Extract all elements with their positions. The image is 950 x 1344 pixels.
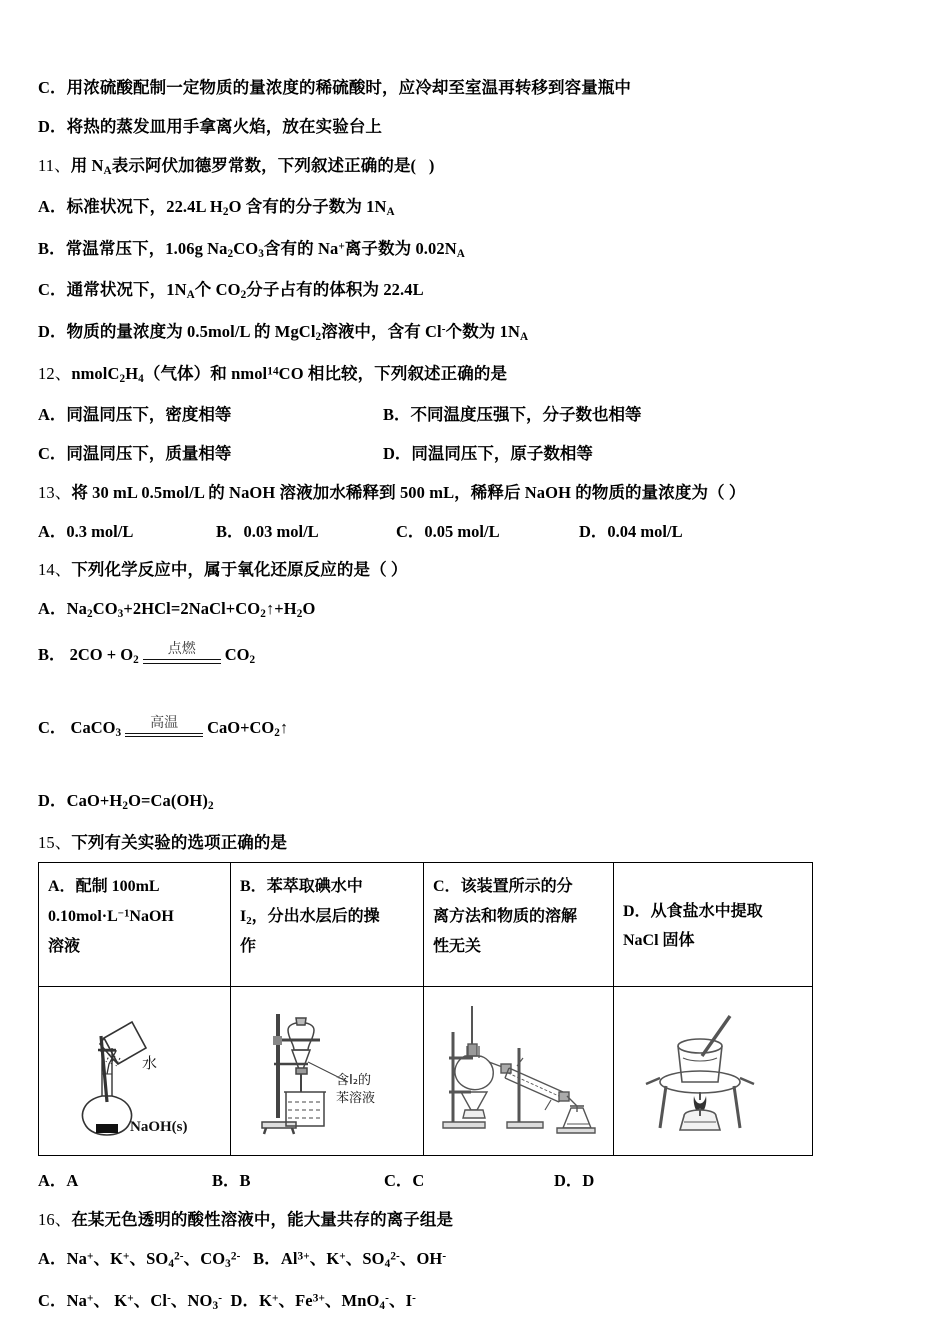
header-d-line2: NaCl 固体 <box>623 932 695 950</box>
spacer-after-option-c <box>38 739 918 791</box>
question-15-answer-choices <box>38 1167 918 1191</box>
question-14-option-c <box>38 714 918 739</box>
question-15-text: 下列有关实验的选项正确的是 <box>71 832 288 852</box>
question-13-number: 13、 <box>38 482 72 502</box>
question-15-number: 15、 <box>38 832 72 852</box>
question-12-options-row-2 <box>38 444 918 464</box>
header-a-label: A． <box>48 878 76 896</box>
question-13-option-a: A．0.3 mol/L <box>38 521 134 541</box>
label-iodine-benzene-line1: 含I₂的 <box>336 1073 372 1089</box>
experiment-options-table <box>38 862 813 1156</box>
question-14-stem <box>38 560 918 580</box>
question-13-option-c: C．0.05 mol/L <box>396 521 500 541</box>
header-d-label: D． <box>623 902 651 920</box>
question-12-options-row-1 <box>38 405 918 425</box>
question-16-options-line-2: C．Na+、 K+、Cl-、$NO_3^-$ D．K+、$Fe^{3+}$、MnO$_4$-、I- <box>38 1290 416 1312</box>
table-cell-diagram-b <box>231 987 424 1156</box>
question-12-option-a: A．同温同压下，密度相等 <box>38 405 232 425</box>
header-a-line2: $0.10mol\cdot L^{-1}NaOH$ <box>48 907 174 925</box>
question-11-number: 11、 <box>38 155 71 175</box>
header-b-line2: $I_2$，分出水层后的操 <box>240 908 380 928</box>
reaction-condition-high-temp <box>125 716 203 738</box>
reaction-arrow-double-bar <box>125 733 203 738</box>
question-11-option-a: A．标准状况下，22.4L $H_2O$ 含有的分子数为 $1N_A$ <box>38 197 395 219</box>
table-cell-header-c <box>424 863 614 987</box>
question-12-text: $nmolC_2H_4$（气体）和 nmol$^{14}$CO 相比较，下列叙述正确的是 <box>71 363 508 385</box>
question-14-text: 下列化学反应中，属于氧化还原反应的是（ ） <box>71 560 408 580</box>
evaporating-dish-on-tripod-icon <box>638 996 788 1146</box>
question-15-option-c: C．C <box>384 1171 425 1191</box>
question-15-option-a: A．A <box>38 1171 79 1191</box>
page-content <box>38 78 918 1332</box>
table-cell-header-b <box>231 863 424 987</box>
question-14-option-d: D．$CaO+H_2O=Ca(OH)_2$ <box>38 791 214 813</box>
table-cell-header-d <box>614 863 813 987</box>
table-row-diagrams <box>39 987 813 1156</box>
question-12-number: 12、 <box>38 363 72 383</box>
question-11-text: 用 $N_A$表示阿伏加德罗常数，下列叙述正确的是( ) <box>70 155 435 177</box>
question-13-text: 将 30 mL 0.5mol/L 的 NaOH 溶液加水稀释到 500 mL，稀释后 NaOH 的物质的量浓度为（ ） <box>71 482 746 502</box>
header-c-line3: 性无关 <box>433 937 482 955</box>
carryover-option-c: C．用浓硫酸配制一定物质的量浓度的稀硫酸时，应冷却至室温再转移到容量瓶中 <box>38 78 632 97</box>
question-16-number: 16、 <box>38 1210 72 1230</box>
spacer-after-option-b <box>38 666 918 714</box>
header-a-line3: 溶液 <box>48 937 81 955</box>
label-iodine-benzene-line2: 苯溶液 <box>336 1091 376 1107</box>
question-15-stem <box>38 833 918 853</box>
reaction-condition-high-temp-text: 高温 <box>150 714 179 731</box>
option-c-label-and-lhs: C． CaCO$_3$ <box>38 717 122 740</box>
question-16-stem <box>38 1210 918 1230</box>
question-15-option-d: D．D <box>554 1171 595 1191</box>
header-c-line1: 该装置所示的分 <box>460 878 573 896</box>
question-11-option-b: B．常温常压下，1.06g $Na_2CO_3$含有的 Na+离子数为 $0.02N_A$ <box>38 238 465 260</box>
question-11-option-d: D．物质的量浓度为 0.5mol/L 的 MgCl$_2$溶液中，含有 Cl-个数为 $1N_A$ <box>38 321 529 344</box>
option-b-label-and-lhs: B． $2CO + O_2$ <box>38 644 139 666</box>
question-11-option-c: C．通常状况下，$1N_A$个 $CO_2$分子占有的体积为 22.4L <box>38 280 424 302</box>
question-12-option-d: D．同温同压下，原子数相等 <box>383 443 593 463</box>
question-14-option-b <box>38 641 918 666</box>
header-c-line2: 离方法和物质的溶解 <box>433 908 578 925</box>
question-12-option-c: C．同温同压下，质量相等 <box>38 443 232 463</box>
question-16-options-line-1: A．Na+、K+、$SO_4^{2-}$、$CO_3^{2-}$ B．$Al^{3+}$、K+、$SO_4^{2-}$、OH- <box>38 1249 447 1271</box>
carryover-option-d: D．将热的蒸发皿用手拿离火焰，放在实验台上 <box>38 116 383 136</box>
question-12-option-b: B．不同温度压强下，分子数也相等 <box>383 405 642 425</box>
question-11-stem <box>38 156 918 179</box>
label-naoh-solid: NaOH(s) <box>129 1119 187 1136</box>
reaction-arrow-double-bar <box>143 659 221 664</box>
option-c-rhs: $CaO+CO_2↑$ <box>207 717 289 740</box>
header-b-label: B． <box>240 878 267 896</box>
question-16-text: 在某无色透明的酸性溶液中，能大量共存的离子组是 <box>71 1210 454 1230</box>
header-a-line1: 配制 100mL <box>75 878 160 896</box>
question-14-number: 14、 <box>38 560 72 580</box>
question-14-option-a: A．$Na_2CO_3+2HCl=2NaCl+CO_2↑+H_2O$ <box>38 599 316 621</box>
distillation-apparatus-icon <box>439 996 599 1146</box>
question-12-stem <box>38 364 918 387</box>
reaction-condition-ignite-text: 点燃 <box>167 641 196 658</box>
table-cell-header-a <box>39 863 231 987</box>
label-water: 水 <box>141 1054 157 1073</box>
question-13-stem <box>38 483 918 503</box>
volumetric-flask-dissolving-naoh-icon <box>60 996 210 1146</box>
table-cell-diagram-c <box>424 987 614 1156</box>
table-cell-diagram-a <box>39 987 231 1156</box>
header-b-line1: 苯萃取碘水中 <box>266 878 363 896</box>
header-b-line3: 作 <box>240 937 257 955</box>
reaction-condition-ignite <box>143 642 221 664</box>
table-row-headers <box>39 863 813 987</box>
naoh-solid <box>96 1124 118 1133</box>
table-cell-diagram-d <box>614 987 813 1156</box>
question-13-option-b: B．0.03 mol/L <box>216 521 319 541</box>
header-d-line1: 从食盐水中提取 <box>650 902 763 920</box>
header-c-label: C． <box>433 878 461 896</box>
option-b-rhs: $CO_2$ <box>224 644 256 666</box>
question-13-option-d: D．0.04 mol/L <box>579 521 683 541</box>
question-13-options-row <box>38 522 918 542</box>
question-15-option-b: B．B <box>212 1171 251 1191</box>
separatory-funnel-on-stand-icon <box>252 996 402 1146</box>
